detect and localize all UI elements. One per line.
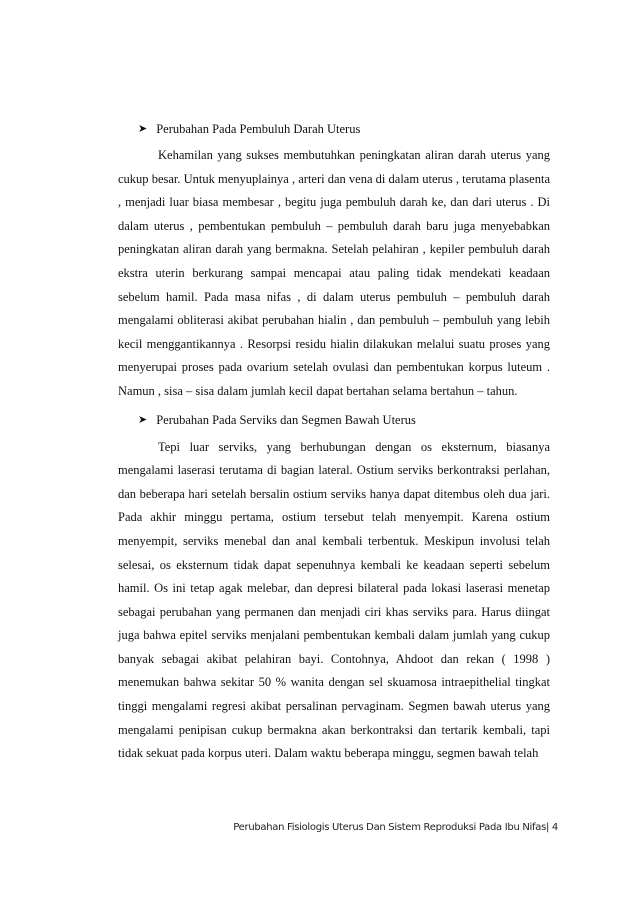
- section-paragraph-pembuluh-darah: Kehamilan yang sukses membutuhkan peningkatan aliran darah uterus yang cukup besar. Untuk menyuplainya , arteri dan vena di dalam uterus , terutama plasenta , menjadi luar biasa membesar , begitu juga pembuluh darah ke, dan dari uterus . Di dalam uterus , pembentukan pembuluh – pembuluh darah baru juga menyebabkan peningkatan aliran darah yang bermakna. Setelah pelahiran , kepiler pembuluh darah ekstra uterin berkurang sampai mencapai atau paling tidak mendekati keadaan sebelum hamil. Pada masa nifas , di dalam uterus pembuluh – pembuluh darah mengalami obliterasi akibat perubahan hialin , dan pembuluh – pembuluh yang lebih kecil menggantikannya . Resorpsi residu hialin dilakukan melalui suatu proses yang menyerupai proses pada ovarium setelah ovulasi dan pembentukan korpus luteum . Namun , sisa – sisa dalam jumlah kecil dapat bertahan selama bertahun – tahun.: [118, 148, 550, 398]
- page-content: [118, 118, 550, 772]
- section-heading-text: Perubahan Pada Serviks dan Segmen Bawah Uterus: [156, 413, 416, 428]
- page-footer: Perubahan Fisiologis Uterus Dan Sistem Reproduksi Pada Ibu Nifas| 4: [233, 822, 558, 833]
- section-heading-serviks: [138, 410, 550, 432]
- section-heading-text: Perubahan Pada Pembuluh Darah Uterus: [156, 121, 361, 136]
- section-paragraph-serviks: Tepi luar serviks, yang berhubungan dengan os eksternum, biasanya mengalami laserasi terutama di bagian lateral. Ostium serviks berkontraksi perlahan, dan beberapa hari setelah bersalin ostium serviks hanya dapat ditembus oleh dua jari. Pada akhir minggu pertama, ostium tersebut telah menyempit. Karena ostium menyempit, serviks menebal dan anal kembali terbentuk. Meskipun involusi telah selesai, os eksternum tidak dapat sepenuhnya kembali ke keadaan seperti sebelum hamil. Os ini tetap agak melebar, dan depresi bilateral pada lokasi laserasi menetap sebagai perubahan yang permanen dan menjadi ciri khas serviks para. Harus diingat juga bahwa epitel serviks menjalani pembentukan kembali dalam jumlah yang cukup banyak sebagai akibat pelahiran bayi. Contohnya, Ahdoot dan rekan ( 1998 ) menemukan bahwa sekitar 50 % wanita dengan sel skuamosa intraepithelial tingkat tinggi mengalami regresi akibat persalinan pervaginam. Segmen bawah uterus yang mengalami penipisan cukup bermakna akan berkontraksi dan tertarik kembali, tapi tidak sekuat pada korpus uteri. Dalam waktu beberapa minggu, segmen bawah telah: [118, 439, 550, 761]
- arrowhead-bullet-icon: ➤: [138, 414, 148, 427]
- arrowhead-bullet-icon: ➤: [138, 122, 148, 135]
- section-heading-pembuluh-darah: [138, 118, 550, 140]
